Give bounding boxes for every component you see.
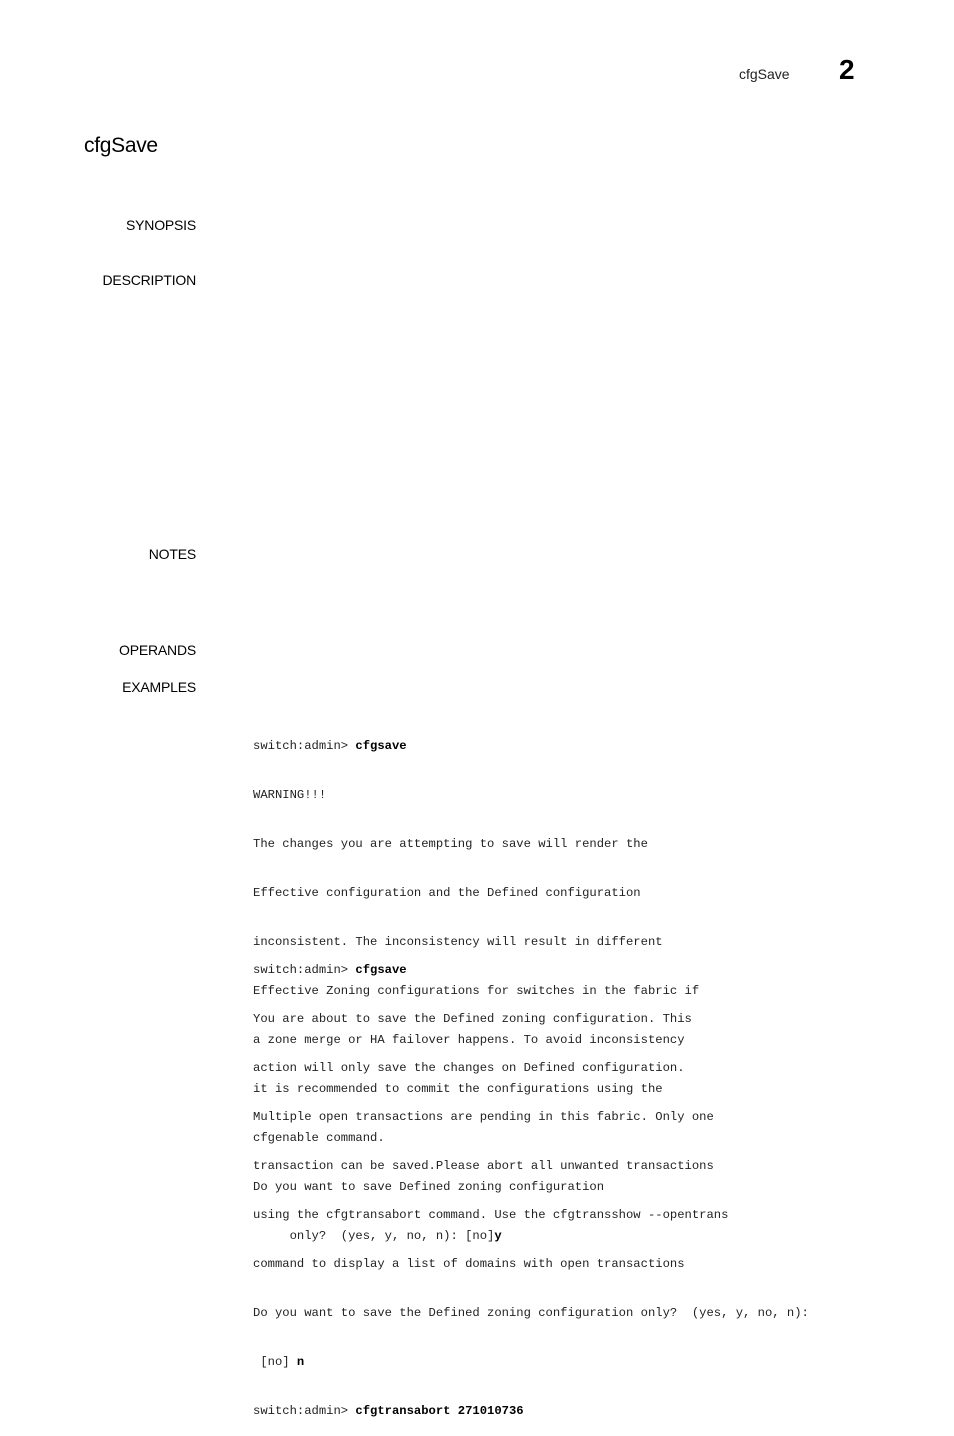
chapter-number: 2 [839,54,855,85]
section-label-examples: EXAMPLES [122,679,196,695]
output-line: cfgenable command. [253,1130,385,1145]
output-line: Multiple open transactions are pending in this fabric. Only one [253,1109,714,1124]
output-line: Do you want to save Defined zoning configuration [253,1179,605,1194]
page-title: cfgSave [84,134,158,157]
output-line: command to display a list of domains with open transactions [253,1256,685,1271]
running-header-title: cfgSave [739,66,790,82]
output-line: Do you want to save the Defined zoning configuration only? (yes, y, no, n): [253,1305,809,1320]
command-text: cfgsave [355,738,407,753]
section-label-description: DESCRIPTION [102,272,196,288]
output-line: using the cfgtransabort command. Use the cfgtransshow --opentrans [253,1207,729,1222]
section-label-synopsis: SYNOPSIS [126,217,196,233]
command-line [253,738,699,754]
command-line [253,1403,809,1419]
output-line: a zone merge or HA failover happens. To avoid inconsistency [253,1032,685,1047]
output-line: it is recommended to commit the configurations using the [253,1081,663,1096]
section-label-notes: NOTES [148,546,196,562]
output-line: The changes you are attempting to save will render the [253,836,648,851]
shell-prompt: switch:admin> [253,1403,356,1418]
output-line: WARNING!!! [253,787,327,802]
user-answer: y [494,1229,502,1243]
section-label-operands: OPERANDS [119,642,196,658]
question-text: only? (yes, y, no, n): [no] [253,1229,495,1243]
shell-prompt: switch:admin> [253,738,356,753]
command-text: cfgsave [355,962,407,977]
example-code-block-2 [253,929,809,1436]
command-line [253,962,809,978]
shell-prompt: switch:admin> [253,962,356,977]
user-answer: n [296,1354,305,1369]
output-line: Effective Zoning configurations for switches in the fabric if [253,983,700,998]
command-text: cfgtransabort 271010736 [355,1403,524,1418]
output-line: transaction can be saved.Please abort all unwanted transactions [253,1158,714,1173]
output-line: Effective configuration and the Defined configuration [253,885,641,900]
output-line: You are about to save the Defined zoning configuration. This [253,1011,692,1026]
output-line: action will only save the changes on Defined configuration. [253,1060,685,1075]
output-line: inconsistent. The inconsistency will result in different [253,934,663,949]
question-line [253,1354,809,1370]
question-text: [no] [253,1354,297,1369]
